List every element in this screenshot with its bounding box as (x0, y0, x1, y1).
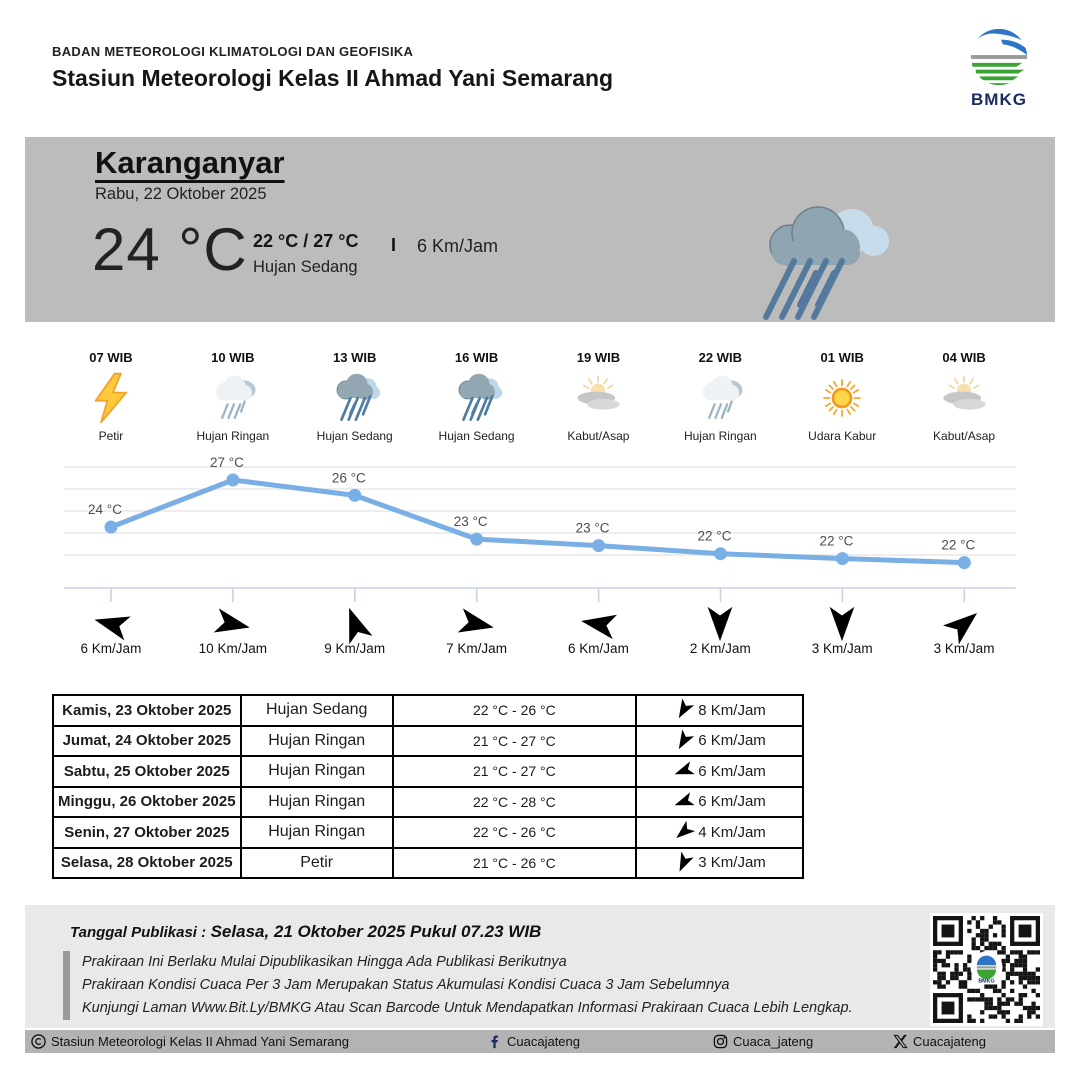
forecast-condition: Hujan Sedang (241, 695, 393, 726)
hourly-time: 10 WIB (211, 350, 255, 365)
svg-text:22 °C: 22 °C (697, 528, 732, 544)
note-line: Prakiraan Kondisi Cuaca Per 3 Jam Merupakan Status Akumulasi Kondisi Cuaca 3 Jam Sebelumnya (82, 977, 730, 993)
wind-direction-arrow-icon (211, 605, 254, 642)
bmkg-logo-icon (968, 26, 1030, 88)
forecast-wind (641, 854, 798, 871)
current-weather-banner (25, 137, 1055, 322)
forecast-condition: Hujan Ringan (241, 756, 393, 787)
separator: I (391, 235, 397, 255)
wind-item (659, 605, 781, 656)
hourly-item (659, 350, 781, 443)
twitter-handle[interactable] (893, 1030, 986, 1053)
min-max-temperature: 22 °C / 27 °C (253, 231, 359, 251)
temperature-chart (50, 455, 1025, 605)
hourly-forecast-strip (50, 350, 1025, 443)
wind-direction-arrow-icon (455, 605, 498, 642)
forecast-temp-range: 21 °C - 27 °C (393, 756, 636, 787)
svg-text:24 °C: 24 °C (88, 502, 122, 517)
wind-direction-arrow-icon (827, 605, 857, 643)
publication-label: Tanggal Publikasi : (70, 924, 207, 941)
table-row (53, 756, 803, 787)
location-title: Karanganyar (95, 145, 285, 180)
copyright-text: Stasiun Meteorologi Kelas II Ahmad Yani Semarang (51, 1034, 349, 1049)
wind-item (903, 605, 1025, 656)
publication-footer (25, 905, 1055, 1028)
copyright-icon (31, 1034, 46, 1049)
forecast-wind (641, 732, 798, 749)
x-icon (893, 1034, 908, 1049)
wind-direction-arrow-icon (671, 760, 696, 782)
publication-date (70, 922, 541, 942)
table-row (53, 726, 803, 757)
facebook-handle[interactable] (487, 1030, 580, 1053)
instagram-icon (713, 1034, 728, 1049)
agency-name: BADAN METEOROLOGI KLIMATOLOGI DAN GEOFISIKA (52, 44, 414, 59)
table-row (53, 695, 803, 726)
hourly-condition: Kabut/Asap (933, 429, 996, 443)
hourly-time: 22 WIB (698, 350, 742, 365)
light-rain-icon (693, 371, 747, 425)
hourly-item (781, 350, 903, 443)
forecast-day: Jumat, 24 Oktober 2025 (53, 726, 241, 757)
table-row (53, 848, 803, 879)
svg-text:26 °C: 26 °C (331, 470, 366, 486)
svg-text:23 °C: 23 °C (453, 514, 488, 530)
wind-direction-arrow-icon (705, 605, 735, 643)
forecast-wind-speed: 4 Km/Jam (698, 823, 766, 841)
hourly-time: 19 WIB (576, 350, 621, 365)
social-bar (25, 1030, 1055, 1053)
forecast-wind (641, 763, 798, 780)
forecast-condition: Hujan Ringan (241, 787, 393, 818)
current-wind-speed: 6 Km/Jam (417, 236, 499, 256)
wind-item (538, 605, 660, 656)
forecast-wind (641, 824, 798, 841)
haze-sun-icon (815, 371, 869, 425)
forecast-temp-range: 21 °C - 27 °C (393, 726, 636, 757)
note-line: Prakiraan Ini Berlaku Mulai Dipublikasikan Hingga Ada Publikasi Berikutnya (82, 954, 567, 970)
current-weather-icon (730, 195, 900, 325)
wind-speed-label: 7 Km/Jam (446, 641, 507, 656)
temperature-chart-svg (50, 455, 1025, 605)
svg-text:23 °C: 23 °C (575, 520, 610, 536)
hourly-condition: Petir (98, 429, 124, 443)
instagram-text: Cuaca_jateng (733, 1034, 814, 1049)
hourly-time: 01 WIB (820, 350, 864, 365)
hourly-item (50, 350, 172, 443)
facebook-text: Cuacajateng (507, 1034, 580, 1049)
note-line: Kunjungi Laman Www.Bit.Ly/BMKG Atau Scan Barcode Untuk Mendapatkan Informasi Prakiraan Cuaca Lebih Lengkap. (82, 1000, 853, 1016)
light-rain-icon (206, 371, 260, 425)
forecast-wind-speed: 3 Km/Jam (698, 854, 766, 872)
thunder-icon (84, 371, 138, 425)
bmkg-logo (944, 26, 1054, 110)
bmkg-logo-label: BMKG (971, 90, 1027, 109)
moderate-rain-icon (328, 371, 382, 425)
facebook-icon (487, 1034, 502, 1049)
wind-speed-label: 6 Km/Jam (80, 641, 142, 656)
hourly-time: 07 WIB (89, 350, 133, 365)
instagram-handle[interactable] (713, 1030, 813, 1053)
hourly-item (294, 350, 416, 443)
current-temperature: 24 °C (92, 216, 248, 283)
wind-forecast-row (50, 605, 1025, 656)
wind-direction-arrow-icon (672, 850, 695, 876)
forecast-condition: Hujan Ringan (241, 817, 393, 848)
forecast-day: Sabtu, 25 Oktober 2025 (53, 756, 241, 787)
publication-value: Selasa, 21 Oktober 2025 Pukul 07.23 WIB (210, 922, 542, 941)
forecast-wind (641, 793, 798, 810)
wind-item (416, 605, 538, 656)
hourly-time: 16 WIB (454, 350, 499, 365)
forecast-day: Minggu, 26 Oktober 2025 (53, 787, 241, 818)
qr-code-svg (933, 916, 1040, 1023)
forecast-temp-range: 22 °C - 26 °C (393, 695, 636, 726)
wind-direction-arrow-icon (577, 606, 620, 642)
hourly-condition: Kabut/Asap (567, 429, 630, 443)
hourly-condition: Udara Kabur (808, 429, 877, 443)
hourly-condition: Hujan Ringan (683, 429, 757, 443)
wind-direction-arrow-icon (89, 605, 133, 644)
hourly-time: 04 WIB (942, 350, 986, 365)
table-row (53, 787, 803, 818)
wind-direction-arrow-icon (671, 819, 697, 845)
wind-speed-label: 3 Km/Jam (811, 641, 873, 656)
forecast-temp-range: 22 °C - 26 °C (393, 817, 636, 848)
wind-speed-label: 9 Km/Jam (324, 641, 386, 656)
forecast-date: Rabu, 22 Oktober 2025 (95, 185, 267, 203)
forecast-wind-speed: 6 Km/Jam (698, 762, 766, 780)
fog-icon (937, 371, 991, 425)
table-row (53, 817, 803, 848)
daily-forecast-table (52, 694, 804, 879)
wind-item (172, 605, 294, 656)
forecast-temp-range: 22 °C - 28 °C (393, 787, 636, 818)
hourly-item (172, 350, 294, 443)
hourly-item (416, 350, 538, 443)
wind-item (294, 605, 416, 656)
wind-speed-label: 10 Km/Jam (198, 641, 267, 656)
forecast-wind-speed: 6 Km/Jam (698, 793, 766, 811)
hourly-time: 13 WIB (333, 350, 377, 365)
forecast-day: Senin, 27 Oktober 2025 (53, 817, 241, 848)
svg-text:BMKG: BMKG (978, 978, 995, 985)
twitter-text: Cuacajateng (913, 1034, 986, 1049)
publication-notes (63, 951, 853, 1020)
forecast-day: Selasa, 28 Oktober 2025 (53, 848, 241, 879)
wind-speed-label: 2 Km/Jam (689, 641, 751, 656)
moderate-rain-icon (450, 371, 504, 425)
fog-icon (571, 371, 625, 425)
wind-item (781, 605, 903, 656)
wind-direction-arrow-icon (672, 728, 696, 754)
qr-code[interactable] (930, 913, 1043, 1026)
wind-direction-arrow-icon (672, 697, 696, 723)
wind-direction-arrow-icon (671, 791, 696, 813)
hourly-condition: Hujan Sedang (316, 429, 393, 443)
forecast-temp-range: 21 °C - 26 °C (393, 848, 636, 879)
forecast-condition: Hujan Ringan (241, 726, 393, 757)
current-condition: Hujan Sedang (253, 258, 358, 276)
forecast-wind-speed: 6 Km/Jam (698, 732, 766, 750)
forecast-day: Kamis, 23 Oktober 2025 (53, 695, 241, 726)
svg-text:22 °C: 22 °C (819, 533, 854, 549)
hourly-condition: Hujan Ringan (196, 429, 270, 443)
station-name: Stasiun Meteorologi Kelas II Ahmad Yani Semarang (52, 65, 614, 91)
hourly-condition: Hujan Sedang (438, 429, 515, 443)
forecast-wind (641, 702, 798, 719)
wind-speed-label: 6 Km/Jam (568, 641, 629, 656)
copyright (31, 1030, 349, 1053)
svg-text:22 °C: 22 °C (941, 537, 976, 553)
forecast-wind-speed: 8 Km/Jam (698, 701, 766, 719)
temp-summary (253, 231, 358, 277)
hourly-item (538, 350, 660, 443)
forecast-condition: Petir (241, 848, 393, 879)
hourly-item (903, 350, 1025, 443)
header (52, 44, 613, 92)
svg-text:27 °C: 27 °C (209, 455, 244, 470)
wind-item (50, 605, 172, 656)
wind-speed-label: 3 Km/Jam (933, 641, 995, 656)
